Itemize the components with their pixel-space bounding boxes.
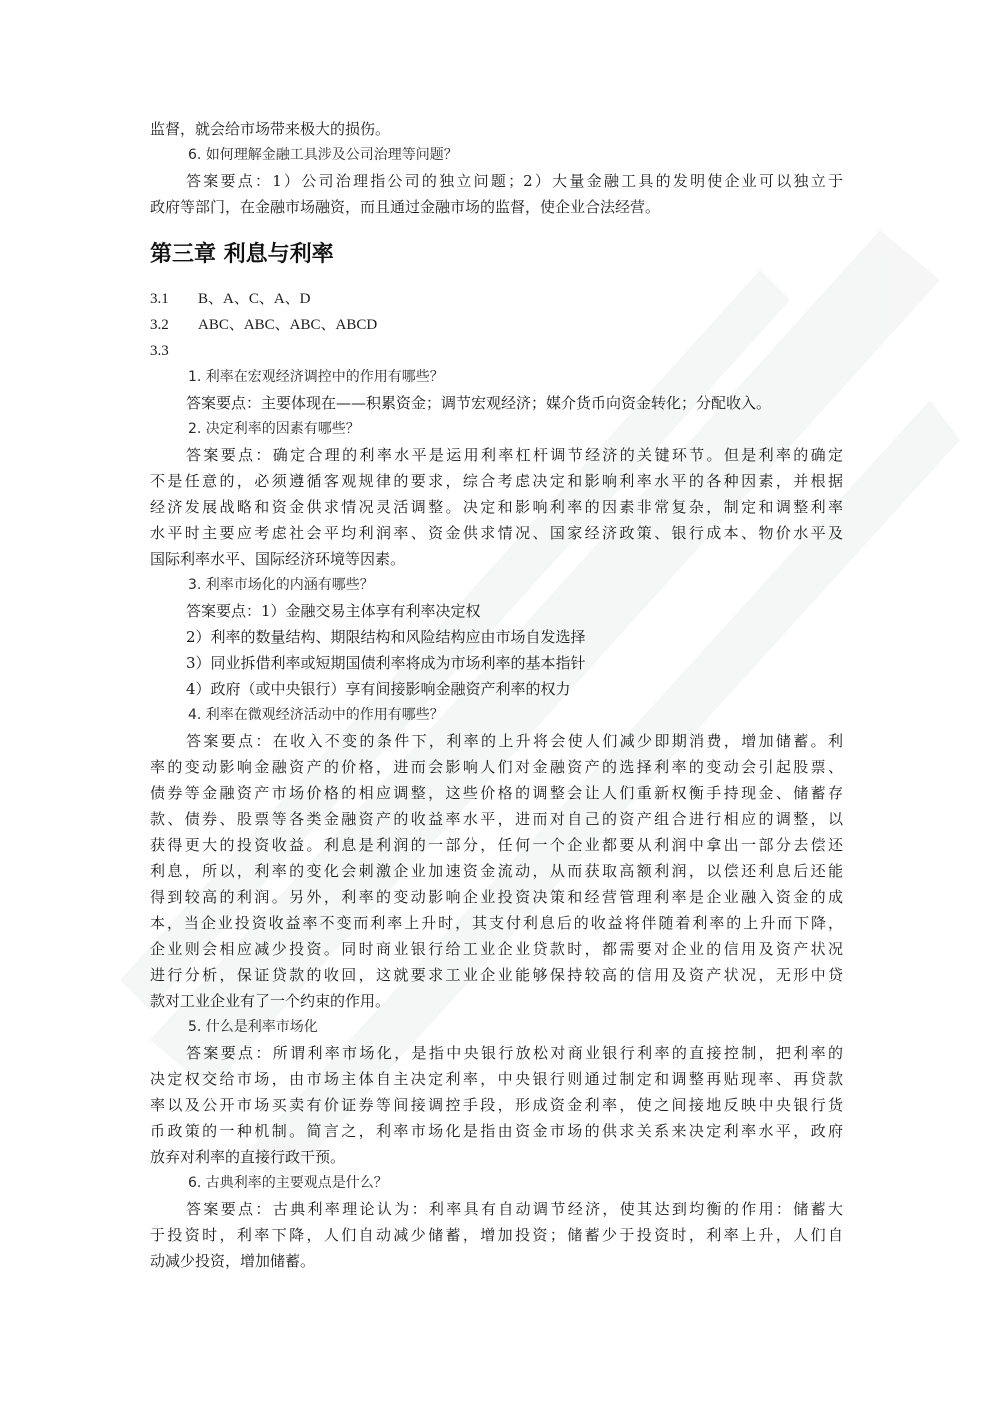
text-line: 监督，就会给市场带来极大的损伤。 [150,120,391,138]
text-line: 答案要点：1）公司治理指公司的独立问题；2）大量金融工具的发明使企业可以独立于 [186,172,843,190]
answer-4-line: 答案要点：在收入不变的条件下，利率的上升将会使人们减少即期消费，增加储蓄。利 [186,732,843,750]
answer-value: B、A、C、A、D [198,291,311,307]
answer-2-line: 答案要点：确定合理的利率水平是运用利率杠杆调节经济的关键环节。但是利率的确定 [186,446,843,464]
question-4: 4. 利率在微观经济活动中的作用有哪些？ [188,707,444,723]
answer-5-line: 决定权交给市场，由市场主体自主决定利率，中央银行则通过制定和调整再贴现率、再贷款 [150,1070,843,1088]
section-number: 3.3 [150,343,169,359]
answer-5-line: 答案要点：所谓利率市场化，是指中央银行放松对商业银行利率的直接控制，把利率的 [186,1044,843,1062]
spacer [150,270,843,286]
question-3: 3. 利率市场化的内涵有哪些？ [188,577,374,593]
answer-4-line: 率的变动影响金融资产的价格，进而会影响人们对金融资产的选择利率的变动会引起股票、 [150,758,843,776]
answer-2-line: 水平时主要应考虑社会平均利润率、资金供求情况、国家经济政策、银行成本、物价水平及 [150,524,843,542]
answer-4-line: 企业则会相应减少投资。同时商业银行给工业企业贷款时，都需要对企业的信用及资产状况 [150,940,843,958]
section-number: 3.1 [150,291,169,307]
answer-3-line: 3）同业拆借利率或短期国债利率将成为市场利率的基本指针 [186,654,586,672]
question-1: 1. 利率在宏观经济调控中的作用有哪些？ [188,369,444,385]
answer-3-2 [150,312,843,338]
answer-4-line: 款对工业企业有了一个约束的作用。 [150,992,391,1010]
question-6-prev: 6. 如何理解金融工具涉及公司治理等问题？ [188,147,458,163]
page-content [150,116,843,1274]
answer-4-line: 本，当企业投资收益率不变而利率上升时，其支付利息后的收益将伴随着利率的上升而下降， [150,914,843,932]
answer-5-line: 率以及公开市场买卖有价证券等间接调控手段，形成资金利率，使之间接地反映中央银行货 [150,1096,843,1114]
answer-3-line: 2）利率的数量结构、期限结构和风险结构应由市场自发选择 [186,628,586,646]
spacer [150,220,843,240]
answer-2-line: 不是任意的，必须遵循客观规律的要求，综合考虑决定和影响利率水平的各种因素，并根据 [150,472,843,490]
answer-4-line: 进行分析，保证贷款的收回，这就要求工业企业能够保持较高的信用及资产状况，无形中贷 [150,966,843,984]
answer-2-line: 经济发展战略和资金供求情况灵活调整。决定和影响利率的因素非常复杂，制定和调整利率 [150,498,843,516]
question-2: 2. 决定利率的因素有哪些？ [188,421,360,437]
answer-6-line: 答案要点：古典利率理论认为：利率具有自动调节经济，使其达到均衡的作用：储蓄大 [186,1200,843,1218]
answer-6-line: 于投资时，利率下降，人们自动减少储蓄，增加投资；储蓄少于投资时，利率上升，人们自 [150,1226,843,1244]
answer-1: 答案要点：主要体现在——积累资金；调节宏观经济；媒介货币向资金转化；分配收入。 [186,394,772,412]
question-6: 6. 古典利率的主要观点是什么？ [188,1175,388,1191]
answer-2-line: 国际利率水平、国际经济环境等因素。 [150,550,406,568]
answer-4-line: 得到较高的利润。另外，利率的变动影响企业投资决策和经营管理利率是企业融入资金的成 [150,888,843,906]
answer-6-line: 动减少投资，增加储蓄。 [150,1252,316,1270]
answer-3-line: 4）政府（或中央银行）享有间接影响金融资产利率的权力 [186,680,571,698]
answer-4-line: 债券等金融资产市场价格的相应调整，这些价格的调整会让人们重新权衡手持现金、储蓄存 [150,784,843,802]
answer-3-3 [150,338,843,364]
answer-4-line: 利息，所以，利率的变化会刺激企业加速资金流动，从而获取高额利润，以偿还利息后还能 [150,862,843,880]
answer-5-line: 放弃对利率的直接行政干预。 [150,1148,346,1166]
text-line: 政府等部门，在金融市场融资，而且通过金融市场的监督，使企业合法经营。 [150,198,661,216]
answer-3-line: 答案要点：1）金融交易主体享有利率决定权 [186,602,481,620]
answer-value: ABC、ABC、ABC、ABCD [198,317,378,333]
answer-4-line: 获得更大的投资收益。利息是利润的一部分，任何一个企业都要从利润中拿出一部分去偿还 [150,836,843,854]
section-number: 3.2 [150,317,169,333]
answer-4-line: 款、债券、股票等各类金融资产的收益率水平，进而对自己的资产组合进行相应的调整，以 [150,810,843,828]
answer-3-1 [150,286,843,312]
answer-5-line: 币政策的一种机制。简言之，利率市场化是指由资金市场的供求关系来决定利率水平，政府 [150,1122,843,1140]
chapter-title: 第三章 利息与利率 [150,242,334,267]
question-5: 5. 什么是利率市场化 [188,1019,318,1035]
